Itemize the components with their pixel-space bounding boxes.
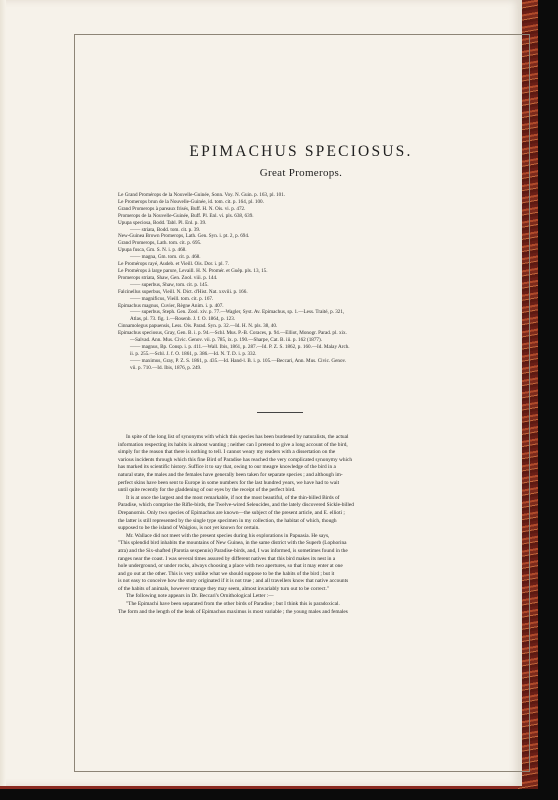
synonym-entry: —— magna, Gm. tom. cit. p. 468. — [130, 254, 201, 261]
synonym-entry: —— maximus, Gray, P. Z. S. 1861, p. 435.—Id. Hand-l. B. i. p. 105.—Beccari, Ann. Mus. Civic. Genov. — [130, 357, 347, 364]
body-line: and go out at the other. This is very unlike what we should suppose to be the habits of the bird ; but it — [118, 570, 335, 577]
body-line: the latter is still represented by the single type specimen in my collection, the habitat of which, though — [118, 517, 337, 524]
synonym-entry: Le Promérops à large parure, Levaill. H. N. Promér. et Guêp. pls. 13, 15. — [118, 267, 268, 274]
synonym-entry: —— magnus, Bp. Consp. i. p. 411.—Wall. Ibis, 1861, p. 287.—Id. P. Z. S. 1862, p. 160.—Id. Malay Arch. — [130, 343, 350, 350]
page-subtitle: Great Promerops. — [259, 167, 343, 179]
synonym-entry: —— superbus, Steph. Gen. Zool. xiv. p. 77.—Wagler, Syst. Av. Epimachus, sp. 1.—Less. Traité, p. 321, — [130, 309, 345, 316]
body-line: In spite of the long list of synonyms with which this species has been burdened by naturalists, the actual — [126, 434, 349, 440]
body-line: perfect skins have been sent to Europe in some numbers for the last hundred years, we have had to wait — [118, 479, 340, 486]
synonym-entry: —Salvad. Ann. Mus. Civic. Genov. vii. p. 785, ix. p. 190.—Sharpe, Cat. B. iii. p. 162 (1877). — [130, 337, 323, 344]
synonym-entry: Grand Promerops, Lath. tom. cit. p. 695. — [118, 240, 202, 247]
synonym-entry: —— superbus, Shaw, tom. cit. p. 145. — [130, 281, 209, 288]
synonym-entry: Le Promérops rayé, Audeb. et Vieill. Ois. Dor. i. pl. 7. — [118, 261, 229, 268]
synonym-entry: Upupa speciosa, Bodd. Tabl. Pl. Enl. p. 39. — [118, 219, 207, 226]
body-line: of the habits of animals, however strange they may seem, almost invariably turn out to be correct." — [118, 585, 329, 592]
synonym-entry: Epimachus speciosus, Gray, Gen. B. i. p. 94.—Schl. Mus. P.-B. Coraces, p. 94.—Elliot, Monogr. Parad. pl. xix. — [118, 330, 347, 337]
page-title: EPIMACHUS SPECIOSUS. — [189, 143, 413, 160]
synonym-entry: Cinnamolegus papuensis, Less. Ois. Parad. Syn. p. 32.—Id. H. N. pls. 38, 40. — [118, 323, 278, 330]
synonym-entry: ii. p. 255.—Schl. J. f. O. 1861, p. 386.—Id. N. T. D. i. p. 332. — [130, 350, 257, 357]
body-line: Mr. Wallace did not meet with the present species during his explorations in Papuasia. He says, — [126, 532, 330, 539]
body-line: various incidents through which this fine Bird of Paradise has reached the very complicated synonymy which — [118, 456, 353, 463]
body-line: supposed to be the island of Waigiou, is not yet known for certain. — [118, 525, 260, 532]
synonymy-list — [118, 192, 490, 372]
synonym-entry: Atlas, pl. 73. fig. 1.—Rosenb. J. f. O. 1864, p. 123. — [130, 316, 236, 323]
synonym-entry: Le Grand Promérops de la Nouvelle-Guinée, Sonn. Voy. N. Guin. p. 163, pl. 101. — [118, 192, 286, 198]
synonym-entry: —— striata, Bodd. tom. cit. p. 39. — [130, 226, 201, 233]
synonym-entry: Falcinellus superbus, Vieill. N. Dict. d'Hist. Nat. xxviii. p. 166. — [118, 288, 248, 295]
synonym-entry: Promerops striata, Shaw, Gen. Zool. viii. p. 144. — [118, 274, 218, 281]
body-line: information respecting its habits is almost wanting ; neither can I pretend to give a long account of the bird, — [118, 441, 348, 448]
page-gutter — [0, 0, 6, 786]
body-line: "This splendid bird inhabits the mountains of New Guinea, in the same district with the Superb (Lophorina — [118, 540, 347, 547]
synonym-entry: Promerops de la Nouvelle-Guinée, Buff. Pl. Enl. vi. pls. 638, 639. — [118, 212, 254, 219]
body-line: The form and the length of the beak of Epimachus maximus is most variable ; the young males and females — [118, 608, 348, 615]
synonym-entry: Grand Promerops à pareaux frisés, Buff. H. N. Ois. vi. p. 472. — [118, 205, 246, 212]
body-line: until quite recently for the gladdening of our eyes by the receipt of the perfect bird. — [118, 487, 296, 494]
synonym-entry: Le Promerops brun de la Nouvelle-Guinée, id. tom. cit. p. 164, pl. 100. — [118, 198, 264, 205]
synonym-entry: —— magnificus, Vieill. tom. cit. p. 167. — [130, 295, 214, 302]
body-line: Paradise, which comprise the Rifle-birds, the Twelve-wired Seleucides, and the lately discovered Sickle-billed — [118, 502, 354, 509]
synonym-entry: New-Guinea Brown Promerops, Lath. Gen. Syn. i. pt. 2, p. 694. — [118, 233, 250, 240]
body-line: "The Epimachi have been separated from the other birds of Paradise ; but I think this is paradoxical. — [126, 601, 340, 608]
synonym-entry: vii. p. 710.—Id. Ibis, 1876, p. 249. — [130, 364, 202, 371]
body-text — [118, 434, 494, 616]
synonym-entry: Upupa fusca, Gm. S. N. i. p. 468. — [118, 247, 187, 254]
body-line: Drepanornis. Only two species of Epimachus are known—the subject of the present article, and E. ellioti ; — [118, 509, 345, 516]
synonym-entry: Epimachus magnus, Cuvier, Règne Anim. i. p. 407. — [118, 302, 224, 309]
body-line: It is at once the largest and the most remarkable, if not the most beautiful, of the thin-billed Birds of — [126, 494, 340, 501]
body-line: simply for the reason that there is nothing to tell. I cannot weary my readers with a dissertation on the — [118, 449, 336, 456]
body-line: is not easy to conceive how the story originated if it is not true ; and all travellers know that native accounts — [118, 578, 349, 585]
section-divider — [257, 412, 303, 413]
body-line: hole underground, or under rocks, always choosing a place with two apertures, so that it may enter at one — [118, 563, 343, 570]
body-line: ranges near the coast. I was several times assured by different natives that this bird makes its nest in a — [118, 555, 336, 562]
body-line: atra) and the Six-shafted (Parotia sexpennis) Paradise-birds, and, I was informed, is sometimes found in the — [118, 547, 348, 554]
body-line: natural state, the males and the females have generally been taken for separate species ; and although im- — [118, 471, 343, 478]
body-line: has marked its scientific history. Suffice it to say that, owing to our meagre knowledge of the bird in a — [118, 464, 336, 471]
body-line: The following note appears in Dr. Beccari's Ornithological Letter :— — [126, 593, 274, 600]
